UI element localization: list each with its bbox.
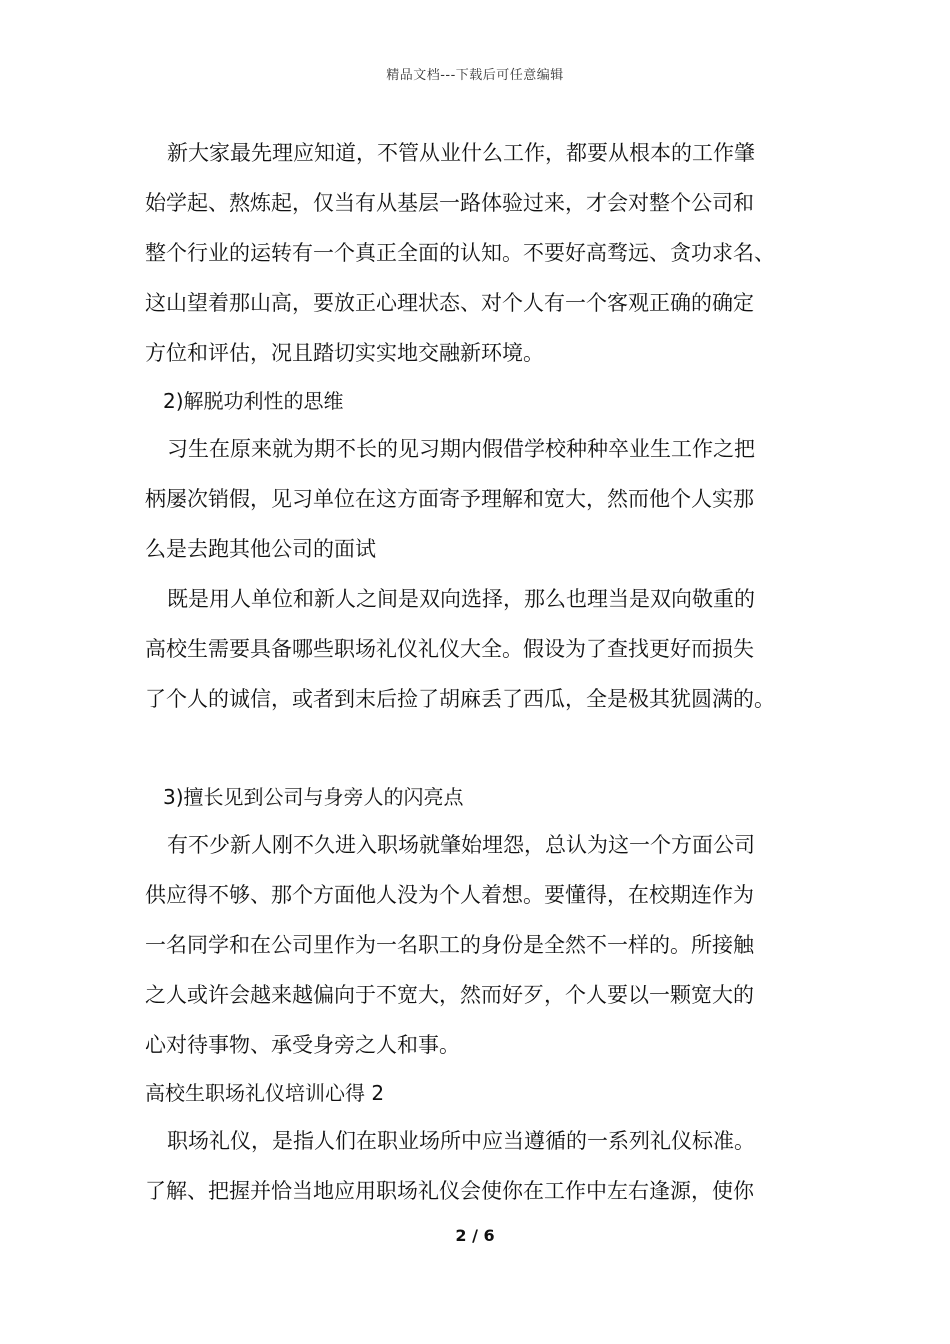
section-heading-2: 2)解脱功利性的思维 [163,389,344,413]
text-line: 供应得不够、那个方面他人没为个人着想。要懂得，在校期连作为 [145,883,754,907]
text-line: 新大家最先理应知道，不管从业什么工作，都要从根本的工作肇 [167,141,755,165]
text-line: 心对待事物、承受身旁之人和事。 [145,1033,460,1057]
text-line: 一名同学和在公司里作为一名职工的身份是全然不一样的。所接触 [145,933,754,957]
article-title: 高校生职场礼仪培训心得 2 [145,1081,385,1105]
text-line: 高校生需要具备哪些职场礼仪礼仪大全。假设为了查找更好而损失 [145,637,754,661]
text-line: 柄屡次销假，见习单位在这方面寄予理解和宽大，然而他个人实那 [145,487,754,511]
text-line: 有不少新人刚不久进入职场就肇始埋怨，总认为这一个方面公司 [167,833,755,857]
text-line: 始学起、熬炼起，仅当有从基层一路体验过来，才会对整个公司和 [145,191,754,215]
paragraph-4 [145,820,835,1070]
document-body [145,128,835,1216]
paragraph-1 [145,128,835,378]
page-header: 精品文档---下载后可任意编辑 [386,68,564,83]
blank-line [145,724,835,774]
text-line: 整个行业的运转有一个真正全面的认知。不要好高骛远、贪功求名、 [145,241,775,265]
text-line: 方位和评估，况且踏切实实地交融新环境。 [145,341,544,365]
paragraph-5 [145,1116,835,1216]
text-line: 了解、把握并恰当地应用职场礼仪会使你在工作中左右逢源，使你 [145,1179,754,1203]
text-line: 了个人的诚信，或者到末后捡了胡麻丢了西瓜，全是极其犹圆满的。 [145,687,775,711]
text-line: 这山望着那山高，要放正心理状态、对个人有一个客观正确的确定 [145,291,754,315]
paragraph-2 [145,424,835,574]
text-line: 既是用人单位和新人之间是双向选择，那么也理当是双向敬重的 [167,587,755,611]
text-line: 么是去跑其他公司的面试 [145,537,376,561]
section-heading-3: 3)擅长见到公司与身旁人的闪亮点 [163,785,464,809]
text-line: 之人或许会越来越偏向于不宽大，然而好歹，个人要以一颗宽大的 [145,983,754,1007]
text-line: 习生在原来就为期不长的见习期内假借学校种种卒业生工作之把 [167,437,755,461]
paragraph-3 [145,574,835,724]
text-line: 职场礼仪，是指人们在职业场所中应当遵循的一系列礼仪标准。 [167,1129,755,1153]
page-number: 2 / 6 [455,1226,495,1245]
